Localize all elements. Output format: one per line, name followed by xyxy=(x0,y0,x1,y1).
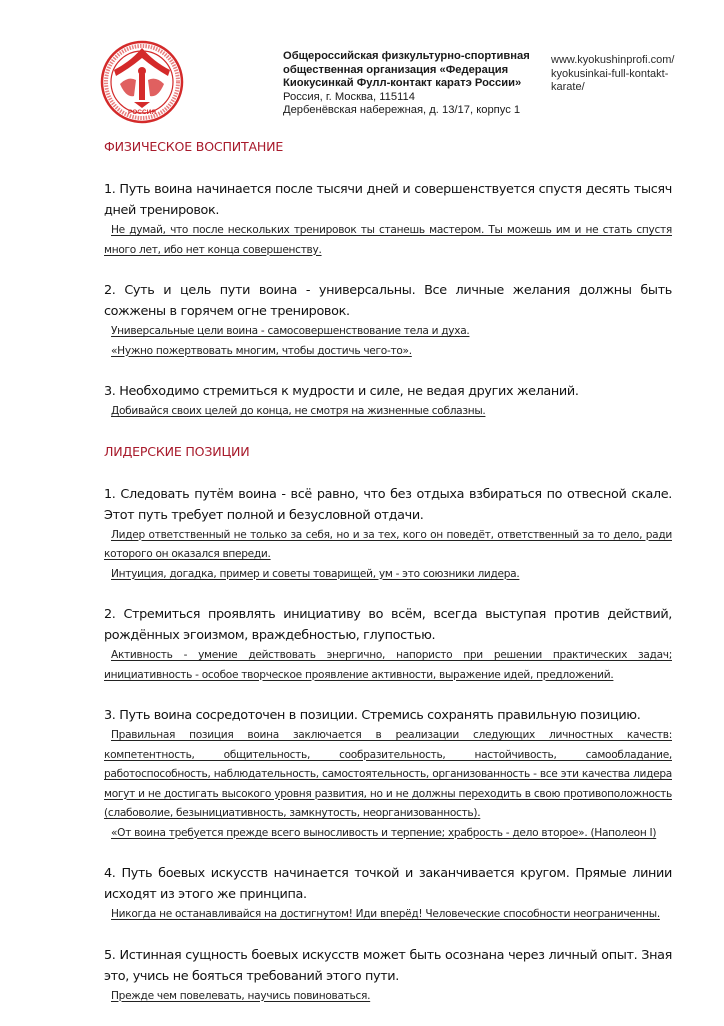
list-item xyxy=(104,863,672,925)
list-item xyxy=(104,705,672,843)
commentary-note: Интуиция, догадка, пример и советы товарищей, ум - это союзники лидера. xyxy=(111,567,520,580)
url-line[interactable]: www.kyokushinprofi.com/ xyxy=(551,54,675,66)
commentary-note: Активность - умение действовать энергично, напористо при решении практических задач; инициативность - особое творческое проявление активности, выражение идей, предложений. xyxy=(104,649,672,681)
logo-label: РОССИЯ xyxy=(127,109,157,116)
kyokushin-federation-emblem-icon xyxy=(100,40,184,124)
organization-info xyxy=(283,50,545,118)
principle-text: 3. Путь воина сосредоточен в позиции. Стремись сохранять правильную позицию. xyxy=(104,708,641,723)
principle-text: 1. Путь воина начинается после тысячи дней и совершенствуется спустя десять тысяч дней тренировок. xyxy=(104,182,672,218)
address-line: Россия, г. Москва, 115114 xyxy=(283,90,415,103)
principle-text: 2. Стремиться проявлять инициативу во всём, всегда выступая против действий, рождённых эгоизмом, враждебностью, глупостью. xyxy=(104,607,672,643)
list-item xyxy=(104,381,672,422)
commentary-note: Прежде чем повелевать, научись повиноваться. xyxy=(111,989,371,1002)
list-item xyxy=(104,484,672,585)
list-item xyxy=(104,604,672,685)
website-url[interactable] xyxy=(551,54,691,95)
commentary-note: Правильная позиция воина заключается в реализации следующих личностных качеств: компетентность, общительность, сообразительность, настойчивость, самообладание, работоспособность, наблюдательность, самостоятельность, организованность - все эти качества лидера могут и не достигать высокого уровня развития, но и не должны переходить в свою противоположность (слабоволие, безынициативность, замкнутость, неорганизованность). xyxy=(104,729,672,819)
principle-text: 4. Путь боевых искусств начинается точкой и заканчивается кругом. Прямые линии исходят из этого же принципа. xyxy=(104,866,672,902)
list-item xyxy=(104,280,672,361)
principle-text: 2. Суть и цель пути воина - универсальны. Все личные желания должны быть сожжены в горячем огне тренировок. xyxy=(104,283,672,319)
organization-name-line: Общероссийская физкультурно-спортивная xyxy=(283,50,530,62)
commentary-note: Добивайся своих целей до конца, не смотря на жизненные соблазны. xyxy=(111,405,486,417)
url-line[interactable]: kyokusinkai-full-kontakt- xyxy=(551,67,669,80)
principle-text: 1. Следовать путём воина - всё равно, что без отдыха взбираться по отвесной скале. Этот путь требует полной и безусловной отдачи. xyxy=(104,486,672,523)
principle-text: 3. Необходимо стремиться к мудрости и силе, не ведая других желаний. xyxy=(104,384,579,399)
list-item xyxy=(104,945,672,1007)
commentary-note: «Нужно пожертвовать многим, чтобы достичь чего-то». xyxy=(111,344,412,357)
document-body xyxy=(104,137,672,1026)
section-title-physical-education: ФИЗИЧЕСКОЕ ВОСПИТАНИЕ xyxy=(104,139,284,154)
commentary-note: Универсальные цели воина - самосовершенствование тела и духа. xyxy=(111,325,470,337)
commentary-note: Никогда не останавливайся на достигнутом! Иди вперёд! Человеческие способности неограниченны. xyxy=(111,908,660,920)
url-line[interactable]: karate/ xyxy=(551,81,585,94)
address-line: Дербенёвская набережная, д. 13/17, корпус 1 xyxy=(283,104,521,117)
commentary-note: Лидер ответственный не только за себя, но и за тех, кого он поведёт, ответственный за то дело, ради которого он оказался впереди. xyxy=(104,528,672,560)
list-item xyxy=(104,179,672,260)
principle-text: 5. Истинная сущность боевых искусств может быть осознана через личный опыт. Зная это, учись не бояться требований этого пути. xyxy=(104,947,672,984)
organization-name-line: Киокусинкай Фулл-контакт каратэ России» xyxy=(283,77,522,90)
commentary-note: Не думай, что после нескольких тренировок ты станешь мастером. Ты можешь им и не стать спустя много лет, ибо нет конца совершенству. xyxy=(104,224,672,256)
organization-name-line: общественная организация «Федерация xyxy=(283,63,509,76)
quote-note: «От воина требуется прежде всего выносливость и терпение; храбрость - дело второе». (Наполеон I) xyxy=(111,826,657,839)
section-title-leadership: ЛИДЕРСКИЕ ПОЗИЦИИ xyxy=(104,443,250,459)
